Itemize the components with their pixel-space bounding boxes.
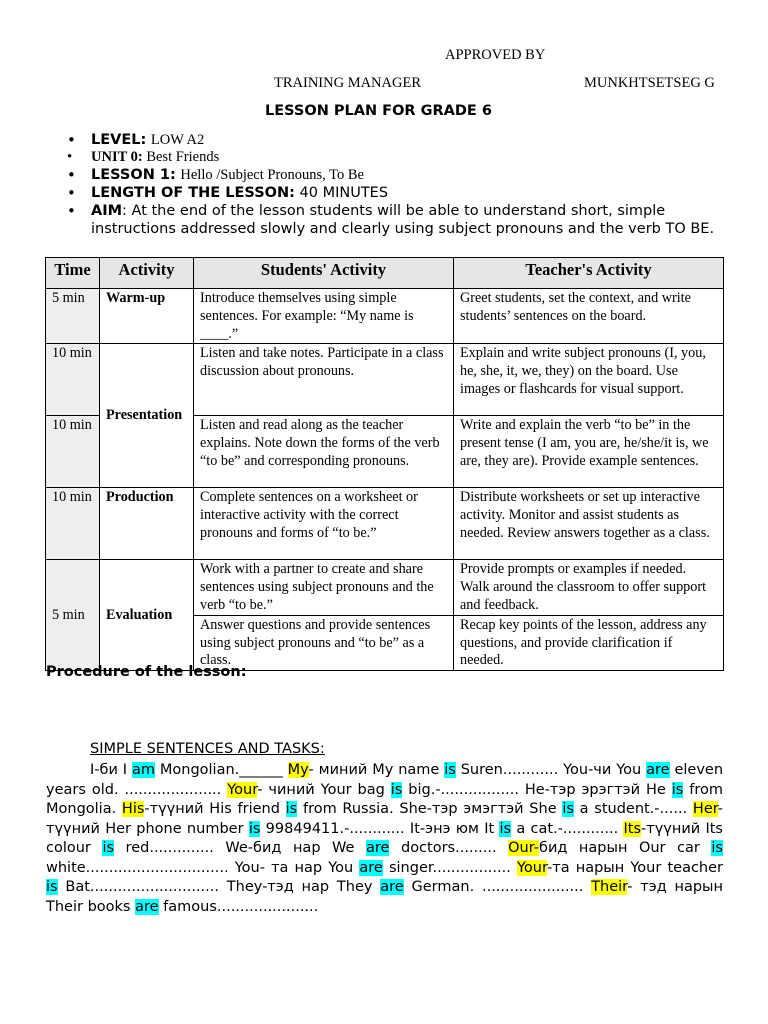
approved-by: APPROVED BY: [445, 47, 546, 63]
bullet-icon: •: [67, 149, 73, 165]
highlighted-pronoun: His: [121, 801, 145, 817]
highlighted-verb: is: [285, 801, 298, 817]
meta-length: [46, 184, 726, 202]
bullet-icon: •: [67, 184, 76, 202]
sentence-text: -та нарын Your teacher: [547, 859, 723, 876]
meta-aim: [46, 202, 726, 238]
time-cell: 5 min: [46, 560, 100, 671]
activity-cell: Warm-up: [100, 289, 194, 344]
header-teachers-activity: Teacher's Activity: [454, 258, 724, 289]
highlighted-verb: are: [646, 762, 670, 778]
sentence-text: Suren............ You-чи You: [455, 762, 647, 778]
page-title: LESSON PLAN FOR GRADE 6: [265, 103, 492, 119]
highlighted-verb: are: [359, 859, 383, 876]
students-cell: Introduce themselves using simple sentences. For example: “My name is ____.”: [194, 289, 454, 344]
table-header-row: [46, 258, 724, 289]
lesson-plan-table: [45, 257, 724, 671]
highlighted-verb: is: [671, 781, 684, 798]
sentence-text: бид нарын Our car: [539, 840, 712, 856]
lesson-meta-list: [46, 131, 726, 238]
highlighted-verb: is: [711, 840, 723, 856]
highlighted-pronoun: My: [287, 762, 309, 778]
sentence-text: -түүний His friend: [144, 801, 286, 817]
highlighted-pronoun: Her: [692, 801, 718, 817]
sentence-text: -түүний Its colour: [46, 820, 723, 856]
lesson-value: Hello /Subject Pronouns, To Be: [180, 167, 364, 183]
table-row: [46, 488, 724, 560]
sentence-text: famous......................: [158, 898, 319, 915]
bullet-icon: •: [67, 202, 76, 220]
manager-name: MUNKHTSETSEG G: [584, 75, 715, 91]
sentence-text: Bat............................ They-тэд нар They: [57, 879, 381, 895]
students-cell: Listen and take notes. Participate in a class discussion about pronouns.: [194, 344, 454, 416]
sentence-text: from Mongolia.: [46, 781, 723, 817]
table-row: [46, 560, 724, 615]
length-label: LENGTH OF THE LESSON:: [91, 185, 295, 201]
teacher-cell: Provide prompts or examples if needed. Walk around the classroom to offer support and feedback.: [454, 560, 724, 615]
aim-label: AIM: [91, 203, 123, 219]
header-activity: Activity: [100, 258, 194, 289]
highlighted-verb: am: [131, 762, 155, 778]
teacher-cell: Write and explain the verb “to be” in the present tense (I am, you are, he/she/it is, we are, they are). Provide example sentences.: [454, 416, 724, 488]
activity-cell: Evaluation: [100, 560, 194, 671]
teacher-cell: Greet students, set the context, and write students’ sentences on the board.: [454, 289, 724, 344]
sentence-text: a student.-......: [573, 801, 693, 817]
sentence-text: white............................... You- та нар You: [46, 859, 360, 876]
aim-value: : At the end of the lesson students will be able to understand short, simple instructions addressed slowly and clearly using subject pronouns and the verb TO BE.: [91, 203, 715, 237]
teacher-cell: Explain and write subject pronouns (I, you, he, she, it, we, they) on the board. Use images or flashcards for visual support.: [454, 344, 724, 416]
students-cell: Answer questions and provide sentences using subject pronouns and “to be” as a class.: [194, 615, 454, 670]
highlighted-pronoun: Your: [227, 781, 258, 798]
highlighted-verb: is: [46, 879, 58, 895]
header-time: Time: [46, 258, 100, 289]
meta-lesson: [46, 166, 726, 184]
sentence-text: - тэд нарын Their books: [46, 879, 723, 915]
simple-sentences-paragraph: [46, 761, 723, 917]
sentence-text: from Russia. She-тэр эмэгтэй She: [297, 801, 563, 817]
time-cell: 5 min: [46, 289, 100, 344]
length-value: 40 MINUTES: [299, 185, 389, 201]
sentence-text: - түүний Her phone number: [46, 801, 724, 837]
highlighted-verb: are: [380, 879, 404, 895]
activity-cell: Presentation: [100, 344, 194, 488]
highlighted-verb: is: [499, 820, 512, 837]
unit-label: UNIT 0:: [91, 149, 143, 165]
sentence-text: eleven years old. .....................: [46, 762, 724, 798]
highlighted-verb: are: [366, 840, 390, 856]
highlighted-verb: is: [102, 840, 115, 856]
level-value: LOW A2: [150, 132, 205, 148]
time-cell: 10 min: [46, 416, 100, 488]
bullet-icon: •: [67, 166, 76, 184]
sentence-text: - миний My name: [308, 762, 445, 778]
sentence-text: I-би I: [90, 762, 132, 778]
time-cell: 10 min: [46, 488, 100, 560]
students-cell: Listen and read along as the teacher explains. Note down the forms of the verb “to be” and corresponding pronouns.: [194, 416, 454, 488]
bullet-icon: •: [67, 131, 76, 149]
table-row: [46, 289, 724, 344]
students-cell: Work with a partner to create and share sentences using subject pronouns and the verb “to be.”: [194, 560, 454, 615]
sentence-text: Mongolian.______: [154, 762, 288, 778]
training-manager-label: TRAINING MANAGER: [274, 75, 422, 91]
highlighted-verb: is: [562, 801, 574, 817]
table-row: [46, 344, 724, 416]
sentence-text: a cat.-............: [511, 820, 624, 837]
highlighted-verb: is: [248, 820, 261, 837]
meta-unit: [46, 149, 726, 166]
activity-cell: Production: [100, 488, 194, 560]
highlighted-pronoun: Their: [591, 879, 628, 895]
sentence-text: - чиний Your bag: [257, 781, 391, 798]
highlighted-verb: is: [444, 762, 456, 778]
time-cell: 10 min: [46, 344, 100, 416]
meta-level: [46, 131, 726, 149]
students-cell: Complete sentences on a worksheet or interactive activity with the correct pronouns and forms of “to be.”: [194, 488, 454, 560]
teacher-cell: Distribute worksheets or set up interactive activity. Monitor and assist students as needed. Review answers together as a class.: [454, 488, 724, 560]
sentence-text: big.-................. He-тэр эрэгтэй He: [402, 781, 672, 798]
sentences-heading: SIMPLE SENTENCES AND TASKS:: [90, 741, 325, 757]
sentence-text: singer.................: [382, 859, 517, 876]
highlighted-pronoun: Our-: [508, 840, 539, 856]
unit-value: Best Friends: [146, 149, 220, 165]
highlighted-pronoun: Its: [623, 820, 642, 837]
teacher-cell: Recap key points of the lesson, address any questions, and provide clarification if needed.: [454, 615, 724, 670]
sentence-text: doctors.........: [389, 840, 509, 856]
procedure-heading: Procedure of the lesson:: [46, 664, 247, 680]
sentence-text: German. ......................: [403, 879, 592, 895]
level-label: LEVEL:: [91, 132, 147, 148]
header-students-activity: Students' Activity: [194, 258, 454, 289]
sentence-text: 99849411.-............ It-энэ юм It: [260, 820, 500, 837]
lesson-label: LESSON 1:: [91, 167, 176, 183]
sentence-text: red.............. We-бид нар We: [114, 840, 366, 856]
highlighted-pronoun: Your: [517, 859, 548, 876]
highlighted-verb: is: [390, 781, 403, 798]
highlighted-verb: are: [135, 898, 159, 915]
